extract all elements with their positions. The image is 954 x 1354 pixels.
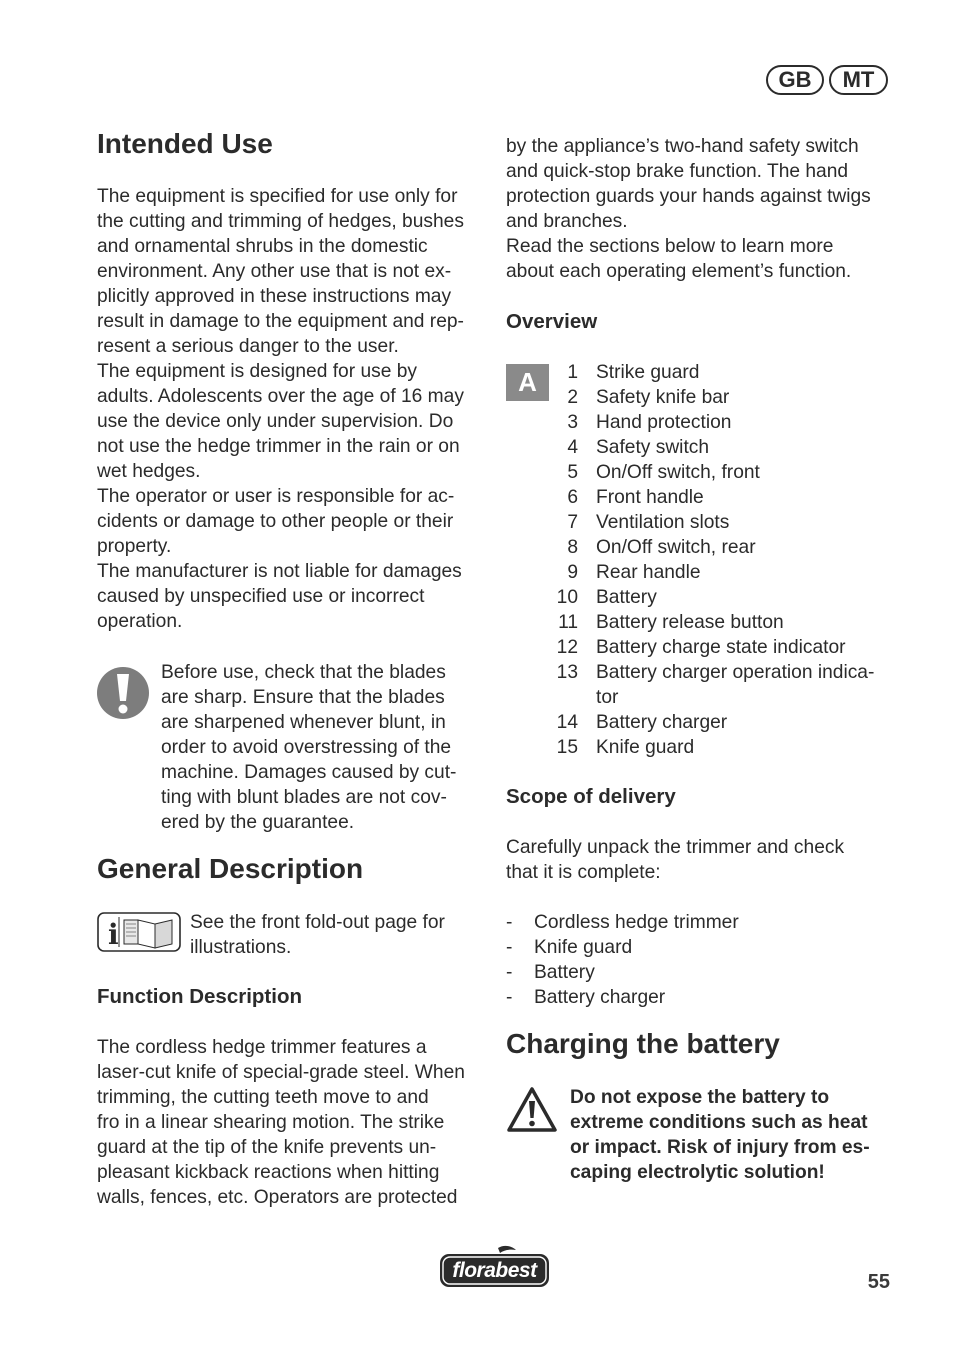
text-line: and quick-stop brake function. The hand <box>506 161 849 182</box>
text-line: plicitly approved in these instructions may <box>97 286 452 307</box>
item-number: 7 <box>567 512 578 533</box>
item-label: Battery release button <box>596 612 784 633</box>
florabest-logo <box>438 1244 551 1290</box>
scope-text <box>506 835 906 885</box>
item-label: Battery charger <box>534 987 666 1008</box>
item-label: Front handle <box>596 487 704 508</box>
function-text-continued <box>506 134 906 284</box>
text-line: Carefully unpack the trimmer and check <box>506 837 845 858</box>
charging-battery-title: Charging the battery <box>506 1028 780 1059</box>
info-text <box>190 910 490 960</box>
item-number: 10 <box>556 587 578 608</box>
item-label: On/Off switch, rear <box>596 537 756 558</box>
text-line: Do not expose the battery to <box>570 1087 830 1108</box>
item-number: 14 <box>556 712 578 733</box>
text-line: Read the sections below to learn more <box>506 236 834 257</box>
lang-badge-mt: MT <box>829 65 888 95</box>
text-line: that it is complete: <box>506 862 661 883</box>
item-label: Battery <box>534 962 595 983</box>
text-line: The equipment is specified for use only for <box>97 186 458 207</box>
text-line: caused by unspecified use or incorrect <box>97 586 425 607</box>
item-number: 13 <box>556 662 578 683</box>
item-number: 1 <box>567 362 578 383</box>
blade-note <box>161 660 491 835</box>
text-line: The cordless hedge trimmer features a <box>97 1037 427 1058</box>
item-label: Strike guard <box>596 362 700 383</box>
item-number: 5 <box>567 462 578 483</box>
item-label: Cordless hedge trimmer <box>534 912 739 933</box>
item-number: 6 <box>567 487 578 508</box>
item-label: Knife guard <box>596 737 695 758</box>
item-label: Safety switch <box>596 437 710 458</box>
text-line: pleasant kickback reactions when hitting <box>97 1162 440 1183</box>
text-line: are sharp. Ensure that the blades <box>161 687 445 708</box>
item-label: Hand protection <box>596 412 732 433</box>
text-line: not use the hedge trimmer in the rain or on <box>97 436 460 457</box>
text-line: and branches. <box>506 211 628 232</box>
lang-badge-gb: GB <box>766 65 824 95</box>
general-description-title: General Description <box>97 853 364 884</box>
text-line: wet hedges. <box>97 461 201 482</box>
figure-a-badge: A <box>506 364 549 401</box>
text-line: and ornamental shrubs in the domestic <box>97 236 428 257</box>
overview-title: Overview <box>506 310 598 333</box>
logo-text: florabest <box>452 1259 537 1282</box>
text-line: order to avoid overstressing of the <box>161 737 452 758</box>
text-line: caping electrolytic solution! <box>570 1162 825 1183</box>
item-label: Battery <box>596 587 657 608</box>
exclamation-icon <box>96 666 150 720</box>
text-line: environment. Any other use that is not ex- <box>97 261 452 282</box>
item-number: 8 <box>567 537 578 558</box>
item-number: 4 <box>567 437 578 458</box>
text-line: The operator or user is responsible for ac- <box>97 486 455 507</box>
text-line: the cutting and trimming of hedges, bushes <box>97 211 464 232</box>
bullet-dash: - <box>506 912 513 933</box>
item-label: On/Off switch, front <box>596 462 760 483</box>
text-line: result in damage to the equipment and rep- <box>97 311 464 332</box>
item-label: Ventilation slots <box>596 512 730 533</box>
text-line: ered by the guarantee. <box>161 812 355 833</box>
text-line: The equipment is designed for use by <box>97 361 417 382</box>
text-line: use the device only under supervision. Do <box>97 411 454 432</box>
text-line: resent a serious danger to the user. <box>97 336 399 357</box>
item-number: 11 <box>558 612 578 633</box>
bullet-dash: - <box>506 962 513 983</box>
text-line: trimming, the cutting teeth move to and <box>97 1087 429 1108</box>
item-number: 15 <box>556 737 578 758</box>
text-line: or impact. Risk of injury from es- <box>570 1137 870 1158</box>
text-line: are sharpened whenever blunt, in <box>161 712 446 733</box>
text-line: Before use, check that the blades <box>161 662 446 683</box>
text-line: extreme conditions such as heat <box>570 1112 868 1133</box>
text-line: See the front fold-out page for <box>190 912 445 933</box>
intended-use-title: Intended Use <box>97 128 273 159</box>
text-line: walls, fences, etc. Operators are protected <box>97 1187 458 1208</box>
item-label: Battery charger operation indica- <box>596 662 875 683</box>
scope-of-delivery-title: Scope of delivery <box>506 785 676 808</box>
warning-icon <box>506 1086 558 1134</box>
text-line: adults. Adolescents over the age of 16 may <box>97 386 464 407</box>
text-line: protection guards your hands against twigs <box>506 186 871 207</box>
item-number: 12 <box>556 637 578 658</box>
text-line: fro in a linear shearing motion. The strike <box>97 1112 445 1133</box>
text-line: ting with blunt blades are not cov- <box>161 787 447 808</box>
item-label: Battery charge state indicator <box>596 637 846 658</box>
item-label: Knife guard <box>534 937 633 958</box>
function-description-title: Function Description <box>97 985 302 1008</box>
text-line: guard at the tip of the knife prevents un- <box>97 1137 437 1158</box>
text-line: about each operating element’s function. <box>506 261 852 282</box>
bullet-dash: - <box>506 987 513 1008</box>
item-label: Rear handle <box>596 562 701 583</box>
battery-warning-text <box>570 1085 910 1185</box>
item-label: Safety knife bar <box>596 387 730 408</box>
item-label: Battery charger <box>596 712 728 733</box>
text-line: laser-cut knife of special-grade steel. When <box>97 1062 465 1083</box>
text-line: by the appliance’s two-hand safety switch <box>506 136 859 157</box>
bullet-dash: - <box>506 937 513 958</box>
text-line: property. <box>97 536 172 557</box>
text-line: cidents or damage to other people or their <box>97 511 454 532</box>
item-number: 3 <box>567 412 578 433</box>
intended-use-text <box>97 184 492 634</box>
text-line: machine. Damages caused by cut- <box>161 762 457 783</box>
page-number: 55 <box>867 1271 890 1293</box>
svg-text:i: i <box>108 918 119 951</box>
text-line: The manufacturer is not liable for damages <box>97 561 462 582</box>
function-text <box>97 1035 492 1210</box>
item-label: tor <box>596 687 619 708</box>
info-foldout-icon <box>97 912 181 952</box>
item-number: 2 <box>567 387 578 408</box>
item-number: 9 <box>567 562 578 583</box>
text-line: illustrations. <box>190 937 292 958</box>
text-line: operation. <box>97 611 183 632</box>
